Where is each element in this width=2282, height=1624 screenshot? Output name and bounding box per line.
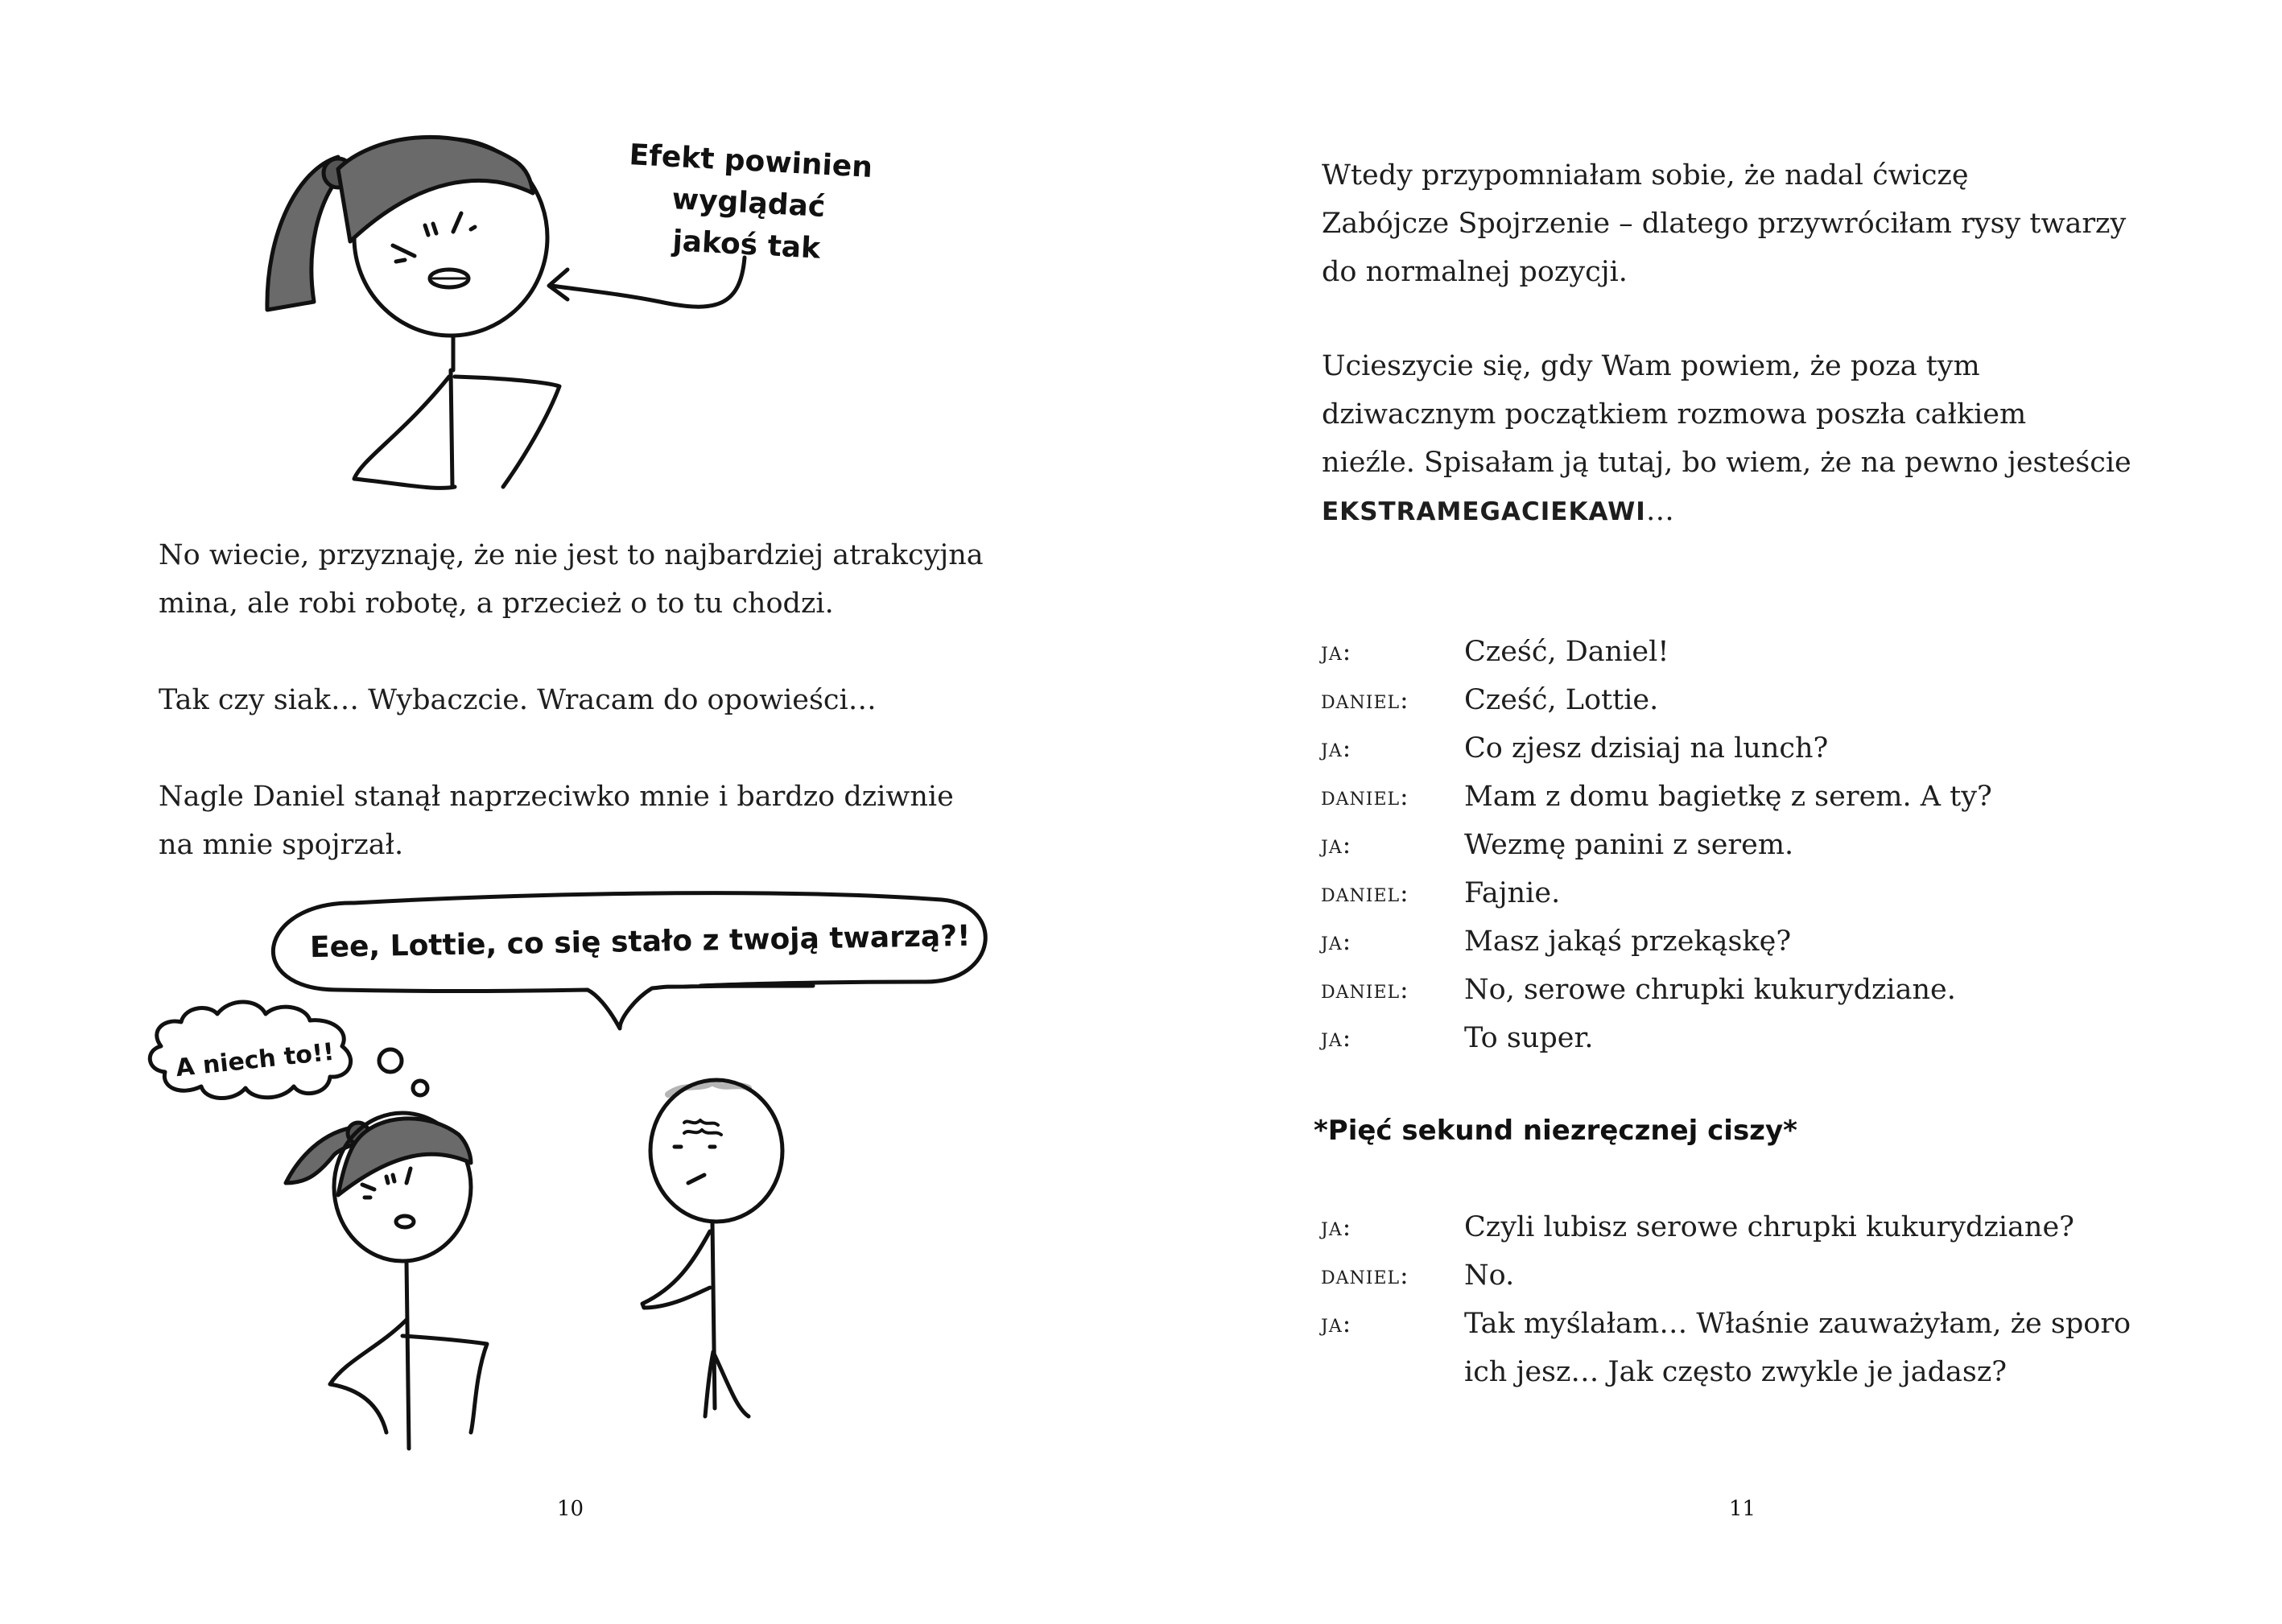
emphasis-line	[1322, 487, 2131, 536]
caption-line: Efekt powinien	[628, 138, 873, 184]
dialogue-block-1	[1321, 628, 1992, 1062]
dialogue-text: Mam z domu bagietkę z serem. A ty?	[1464, 781, 1992, 813]
dialogue-row	[1321, 628, 1992, 676]
speech-bubble-text: Eee, Lottie, co się stało z twoją twarzą?!	[309, 919, 971, 965]
paragraph-2	[159, 676, 877, 724]
speaker-label: ja:	[1321, 734, 1352, 763]
speaker-label: ja:	[1321, 1213, 1352, 1242]
speaker-label: daniel:	[1321, 782, 1409, 811]
right-page	[1141, 0, 2281, 1624]
caption-line: jakoś tak	[671, 225, 822, 266]
speaker-label: ja:	[1321, 637, 1352, 666]
silence-note: *Pięć sekund niezręcznej ciszy*	[1314, 1115, 1797, 1147]
text-line: Wtedy przypomniałam sobie, że nadal ćwiczę	[1322, 159, 1969, 192]
page-number: 10	[557, 1497, 584, 1521]
dialogue-text: Tak myślałam… Właśnie zauważyłam, że sporo	[1464, 1308, 2131, 1340]
text-line: No wiecie, przyznaję, że nie jest to najbardziej atrakcyjna	[159, 539, 984, 571]
paragraph-1	[1322, 151, 2126, 296]
dialogue-row	[1321, 1014, 1992, 1062]
text-line: dziwacznym początkiem rozmowa poszła całkiem	[1322, 398, 2027, 431]
dialogue-row	[1321, 1348, 2131, 1396]
dialogue-text: No, serowe chrupki kukurydziane.	[1464, 974, 1956, 1006]
dialogue-block-2	[1321, 1203, 2131, 1396]
caption-line: wyglądać	[671, 183, 827, 224]
dialogue-text: Cześć, Lottie.	[1464, 684, 1659, 716]
dialogue-row	[1321, 1300, 2131, 1348]
text-line: Nagle Daniel stanął naprzeciwko mnie i bardzo dziwnie	[159, 781, 954, 813]
text-line: Tak czy siak… Wybaczcie. Wracam do opowieści…	[159, 684, 877, 716]
dialogue-row	[1321, 676, 1992, 724]
dialogue-text: ich jesz… Jak często zwykle je jadasz?	[1464, 1356, 2008, 1388]
speaker-label: daniel:	[1321, 686, 1409, 715]
text-line: do normalnej pozycji.	[1322, 256, 1628, 288]
paragraph-3	[159, 773, 954, 869]
caption-effect	[617, 134, 881, 274]
paragraph-2	[1322, 342, 2131, 536]
speaker-label: ja:	[1321, 831, 1352, 859]
text-line: mina, ale robi robotę, a przecież o to tu chodzi.	[159, 587, 834, 620]
text-line: nieźle. Spisałam ją tutaj, bo wiem, że na pewno jesteście	[1322, 447, 2131, 479]
dialogue-row	[1321, 773, 1992, 821]
dialogue-text: Cześć, Daniel!	[1464, 636, 1669, 668]
speaker-label: daniel:	[1321, 879, 1409, 908]
paragraph-1	[159, 531, 984, 628]
text-line: Ucieszycie się, gdy Wam powiem, że poza tym	[1322, 350, 1980, 382]
dialogue-text: Fajnie.	[1464, 877, 1561, 909]
emphasis-suffix: …	[1645, 495, 1674, 527]
thought-bubble-text: A niech to!!	[174, 1037, 336, 1083]
lottie-daniel-illustration	[137, 885, 1006, 1465]
dialogue-text: Masz jakąś przekąskę?	[1464, 925, 1792, 958]
speaker-label: daniel:	[1321, 975, 1409, 1004]
speaker-label: ja:	[1321, 927, 1352, 956]
dialogue-row	[1321, 821, 1992, 869]
dialogue-row	[1321, 917, 1992, 966]
dialogue-text: Czyli lubisz serowe chrupki kukurydziane?	[1464, 1211, 2074, 1243]
emphasis-word: EKSTRAMEGACIEKAWI	[1322, 497, 1646, 526]
dialogue-row	[1321, 869, 1992, 917]
speaker-label: ja:	[1321, 1309, 1352, 1338]
speaker-label: daniel:	[1321, 1261, 1409, 1290]
dialogue-row	[1321, 1203, 2131, 1251]
speaker-label: ja:	[1321, 1024, 1352, 1053]
dialogue-text: To super.	[1464, 1022, 1594, 1054]
text-line: na mnie spojrzał.	[159, 829, 404, 861]
dialogue-row	[1321, 724, 1992, 773]
dialogue-text: Co zjesz dzisiaj na lunch?	[1464, 732, 1829, 765]
dialogue-row	[1321, 966, 1992, 1014]
page-number: 11	[1729, 1497, 1756, 1521]
dialogue-text: Wezmę panini z serem.	[1464, 829, 1794, 861]
text-line: Zabójcze Spojrzenie – dlatego przywróciłam rysy twarzy	[1322, 208, 2127, 240]
dialogue-row	[1321, 1251, 2131, 1300]
dialogue-text: No.	[1464, 1259, 1515, 1292]
